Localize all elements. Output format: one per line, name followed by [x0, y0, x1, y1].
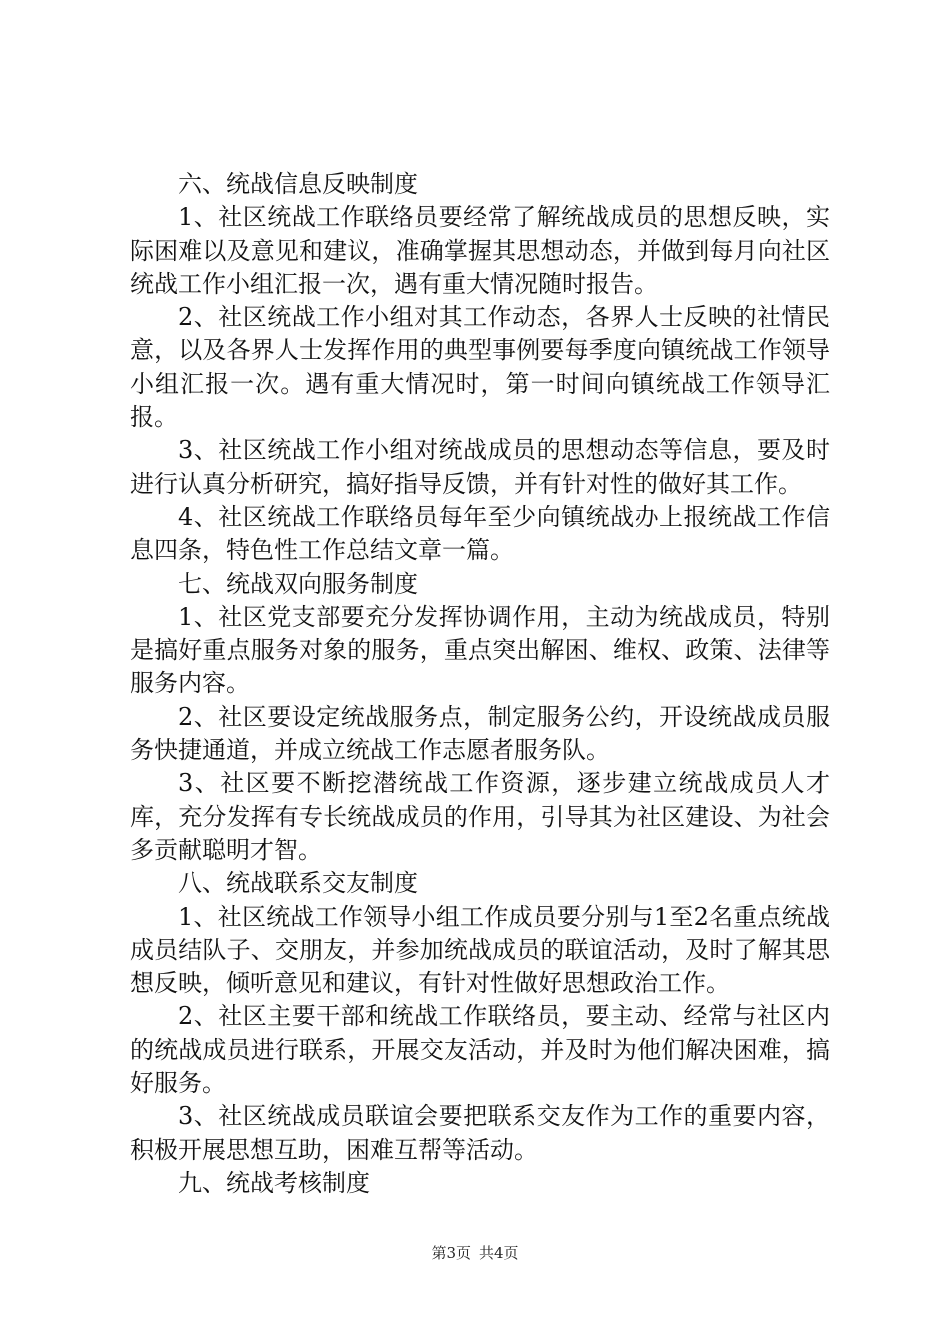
paragraph: 3、社区统战工作小组对统战成员的思想动态等信息，要及时进行认真分析研究，搞好指导反馈，并有针对性的做好其工作。 [130, 436, 830, 498]
paragraph: 1、社区党支部要充分发挥协调作用，主动为统战成员，特别是搞好重点服务对象的服务，重点突出解困、维权、政策、法律等服务内容。 [130, 602, 830, 698]
paragraph: 2、社区统战工作小组对其工作动态，各界人士反映的社情民意，以及各界人士发挥作用的典型事例要每季度向镇统战工作领导小组汇报一次。遇有重大情况时，第一时间向镇统战工作领导汇报。 [130, 303, 830, 432]
section-heading: 八、统战联系交友制度 [178, 869, 418, 898]
page-number: 第3页 [431, 1244, 471, 1262]
paragraph: 1、社区统战工作联络员要经常了解统战成员的思想反映，实际困难以及意见和建议，准确掌握其思想动态，并做到每月向社区统战工作小组汇报一次，遇有重大情况随时报告。 [130, 203, 830, 298]
section-heading: 七、统战双向服务制度 [178, 569, 418, 598]
document-body [130, 168, 830, 1200]
page-footer [0, 1243, 950, 1263]
paragraph: 2、社区主要干部和统战工作联络员，要主动、经常与社区内的统战成员进行联系，开展交友活动，并及时为他们解决困难，搞好服务。 [130, 1002, 830, 1098]
section-heading: 九、统战考核制度 [178, 1168, 370, 1197]
section-heading: 六、统战信息反映制度 [178, 170, 418, 198]
paragraph: 3、社区要不断挖潜统战工作资源，逐步建立统战成员人才库，充分发挥有专长统战成员的作用，引导其为社区建设、为社会多贡献聪明才智。 [130, 769, 830, 864]
paragraph: 4、社区统战工作联络员每年至少向镇统战办上报统战工作信息四条，特色性工作总结文章一篇。 [130, 502, 830, 565]
paragraph: 2、社区要设定统战服务点，制定服务公约，开设统战成员服务快捷通道，并成立统战工作志愿者服务队。 [130, 702, 830, 765]
page-total: 共4页 [479, 1244, 519, 1262]
paragraph: 1、社区统战工作领导小组工作成员要分别与1至2名重点统战成员结队子、交朋友，并参加统战成员的联谊活动，及时了解其思想反映，倾听意见和建议，有针对性做好思想政治工作。 [130, 902, 830, 998]
paragraph: 3、社区统战成员联谊会要把联系交友作为工作的重要内容，积极开展思想互助，困难互帮等活动。 [130, 1102, 830, 1164]
